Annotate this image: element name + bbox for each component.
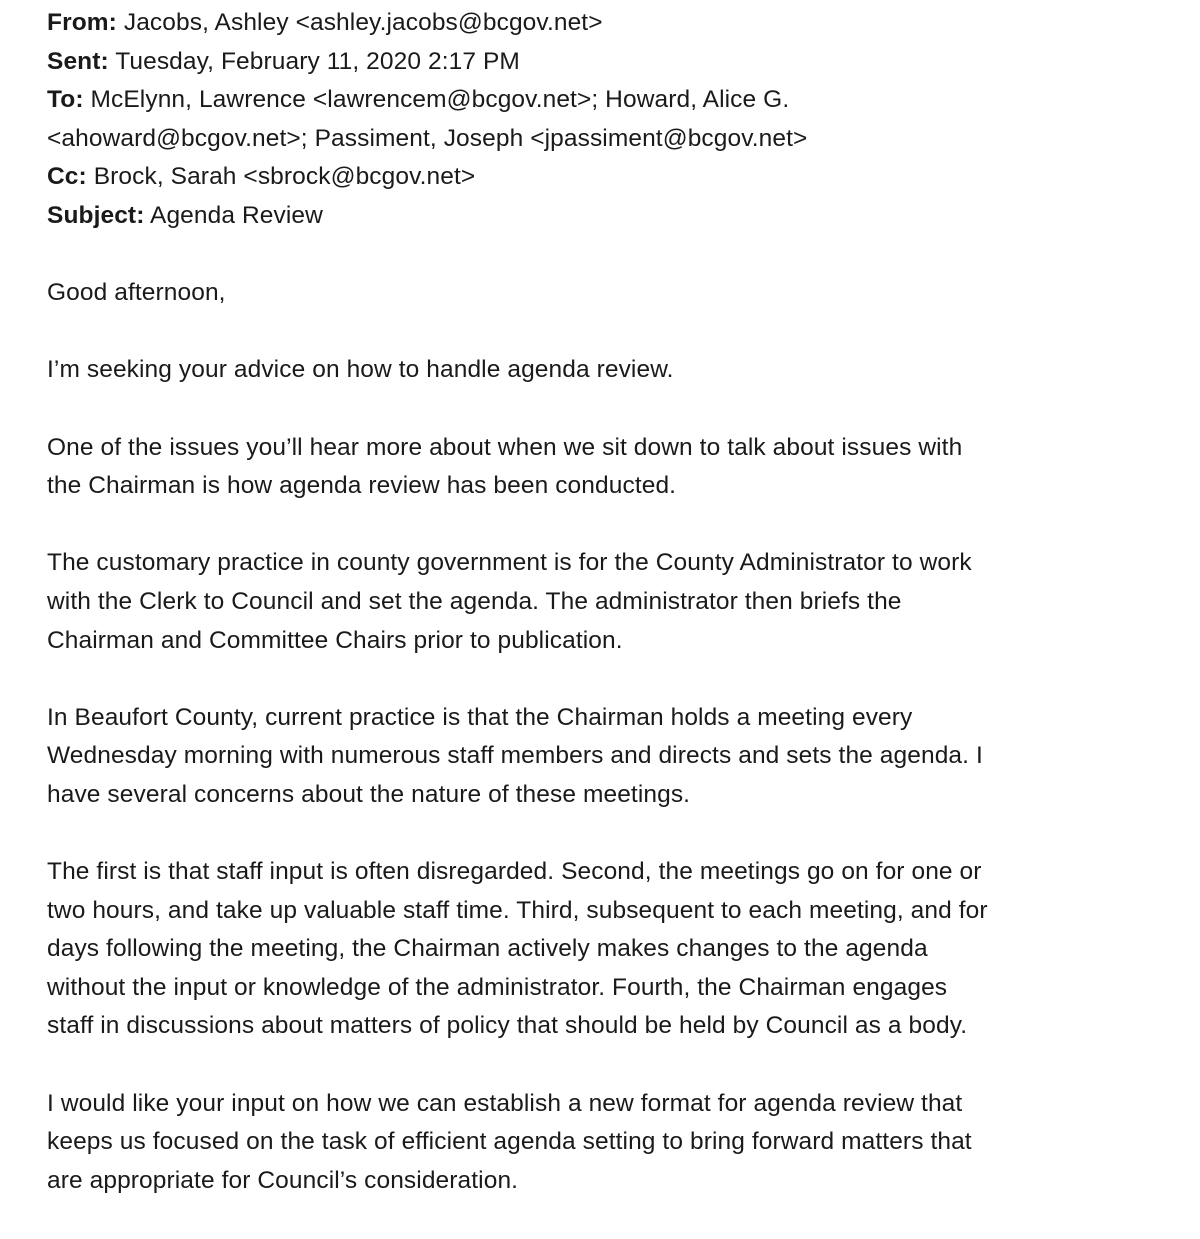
subject-label: Subject:: [47, 201, 145, 229]
subject-value: Agenda Review: [150, 201, 323, 229]
sent-label: Sent:: [47, 47, 109, 75]
paragraph-line: have several concerns about the nature of these meetings.: [47, 780, 691, 808]
spacer: [47, 506, 1177, 545]
sent-line: [47, 43, 1177, 82]
paragraph-line: The customary practice in county government is for the County Administrator to work: [47, 549, 972, 577]
paragraph-line: days following the meeting, the Chairman actively makes changes to the agenda: [47, 935, 928, 963]
from-label: From:: [47, 9, 117, 36]
spacer: [47, 236, 1177, 275]
spacer: [47, 660, 1177, 699]
spacer: [47, 814, 1177, 853]
cc-label: Cc:: [47, 163, 87, 191]
paragraph-line: keeps us focused on the task of efficient agenda setting to bring forward matters that: [47, 1128, 972, 1156]
paragraph: [47, 699, 1177, 815]
from-line: [47, 4, 1177, 43]
cc-line: [47, 158, 1177, 197]
paragraph-line: without the input or knowledge of the administrator. Fourth, the Chairman engages: [47, 973, 948, 1001]
to-label: To:: [47, 86, 84, 114]
paragraph-line: I would like your input on how we can establish a new format for agenda review that: [47, 1089, 963, 1117]
paragraph-line: One of the issues you’ll hear more about when we sit down to talk about issues with: [47, 433, 963, 461]
to-value-line1: McElynn, Lawrence <lawrencem@bcgov.net>; Howard, Alice G.: [90, 86, 790, 114]
paragraph: [47, 429, 1177, 506]
subject-line: [47, 197, 1177, 236]
paragraph: [47, 544, 1177, 660]
to-line-continued: [47, 120, 1177, 159]
paragraph-line: Chairman and Committee Chairs prior to publication.: [47, 626, 623, 654]
spacer: [47, 313, 1177, 352]
spacer: [47, 1046, 1177, 1085]
paragraph: [47, 351, 1177, 390]
paragraph: [47, 853, 1177, 1046]
paragraph-line: Wednesday morning with numerous staff members and directs and sets the agenda. I: [47, 742, 983, 770]
email-header: [47, 4, 1177, 236]
from-value: Jacobs, Ashley <ashley.jacobs@bcgov.net>: [123, 9, 603, 36]
paragraph-line: with the Clerk to Council and set the agenda. The administrator then briefs the: [47, 587, 902, 615]
to-value-line2: <ahoward@bcgov.net>; Passiment, Joseph <jpassiment@bcgov.net>: [47, 124, 808, 152]
paragraph-line: staff in discussions about matters of policy that should be held by Council as a body.: [47, 1012, 968, 1040]
paragraph-line: I’m seeking your advice on how to handle agenda review.: [47, 356, 674, 384]
paragraph: [47, 1085, 1177, 1201]
greeting: Good afternoon,: [47, 279, 226, 307]
paragraph-line: are appropriate for Council’s consideration.: [47, 1166, 519, 1194]
to-line: [47, 81, 1177, 120]
email-body: [47, 274, 1177, 1200]
email-document: [47, 4, 1177, 1200]
paragraph-line: The first is that staff input is often disregarded. Second, the meetings go on for one or: [47, 858, 982, 886]
paragraph-line: In Beaufort County, current practice is that the Chairman holds a meeting every: [47, 703, 913, 731]
paragraph-line: two hours, and take up valuable staff time. Third, subsequent to each meeting, and for: [47, 896, 988, 924]
cc-value: Brock, Sarah <sbrock@bcgov.net>: [93, 163, 476, 191]
paragraph-line: the Chairman is how agenda review has been conducted.: [47, 472, 677, 500]
spacer: [47, 390, 1177, 429]
sent-value: Tuesday, February 11, 2020 2:17 PM: [115, 47, 520, 75]
